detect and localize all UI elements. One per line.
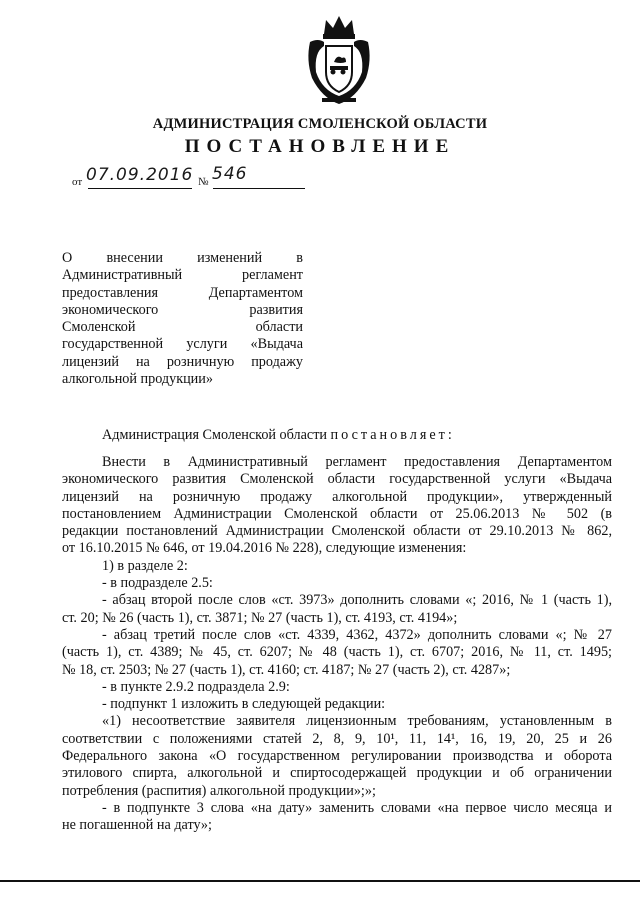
body-line: не погашенной на дату»; [62,817,212,834]
preamble-decree: постановляет: [330,427,455,443]
body-line: этилового спирта, алкогольной и спиртосодержащей продукции и об ограничении [62,765,612,782]
body-line: редакции постановлений Администрации Смоленской области от 29.10.2013 № 862, [62,523,612,540]
handwritten-number: 546 [212,164,248,184]
body-line: ст. 20; № 26 (часть 1), ст. 3871; № 27 (часть 1), ст. 4193, ст. 4194»; [62,609,458,626]
body-line: - подпункт 1 изложить в следующей редакции: [102,696,386,713]
handwritten-date: 07.09.2016 [86,165,194,185]
subject-line: Смоленской области [62,319,303,336]
preamble-text: Администрация Смоленской области [102,427,327,443]
body-line: (часть 1), ст. 4389; № 45, ст. 6207; № 48 (часть 1), ст. 6707; 2016, № 11, ст. 1495; [62,644,612,661]
body-line: потребления (распития) алкогольной продукции»;»; [62,782,376,799]
document-body [62,454,612,835]
document-subject [62,250,303,388]
body-line: - абзац третий после слов «ст. 4339, 4362, 4372» дополнить словами «; № 27 [102,626,612,643]
body-line: - абзац второй после слов «ст. 3973» дополнить словами «; 2016, № 1 (часть 1), [102,592,612,609]
body-line: - в пункте 2.9.2 подраздела 2.9: [102,678,290,695]
body-line: «1) несоответствие заявителя лицензионным требованиям, установленным в [102,713,612,730]
subject-line: О внесении изменений в [62,250,303,266]
body-line: соответствии с положениями статей 2, 8, 9, 10¹, 11, 14¹, 16, 19, 20, 25 и 26 [62,730,612,747]
subject-line: алкогольной продукции» [62,371,213,388]
body-line: Федерального закона «О государственном регулировании производства и оборота [62,748,612,765]
number-underline [213,188,305,189]
body-line: - в подразделе 2.5: [102,575,213,592]
number-prefix: № [198,176,209,188]
bottom-rule [0,880,640,882]
body-line: постановлением Администрации Смоленской области от 25.06.2013 № 502 (в [62,505,612,522]
date-number-line [72,164,322,192]
organization-title: АДМИНИСТРАЦИЯ СМОЛЕНСКОЙ ОБЛАСТИ [152,116,488,132]
subject-line: государственной услуги «Выдача [62,336,303,353]
body-line: от 16.10.2015 № 646, от 19.04.2016 № 228), следующие изменения: [62,540,467,557]
body-line: лицензий на розничную продажу алкогольной продукции», утвержденный [62,488,612,505]
date-underline [88,188,192,189]
document-type-title: ПОСТАНОВЛЕНИЕ [184,136,456,157]
body-line: экономического развития Смоленской области государственной услуги «Выдача [62,471,612,488]
body-line: Внести в Административный регламент предоставления Департаментом [102,454,612,470]
subject-line: предоставления Департаментом [62,284,303,301]
subject-line: Административный регламент [62,267,303,284]
body-line: - в подпункте 3 слова «на дату» заменить словами «на первое число месяца и [102,799,612,816]
body-line: № 18, ст. 2503; № 27 (часть 1), ст. 4160; ст. 4187; № 27 (часть 2), ст. 4287»; [62,661,511,678]
coat-of-arms-emblem [302,12,376,108]
subject-line: экономического развития [62,301,303,318]
body-line: 1) в разделе 2: [102,557,188,574]
preamble [102,427,455,444]
subject-line: лицензий на розничную продажу [62,353,303,370]
date-prefix: от [72,176,83,188]
